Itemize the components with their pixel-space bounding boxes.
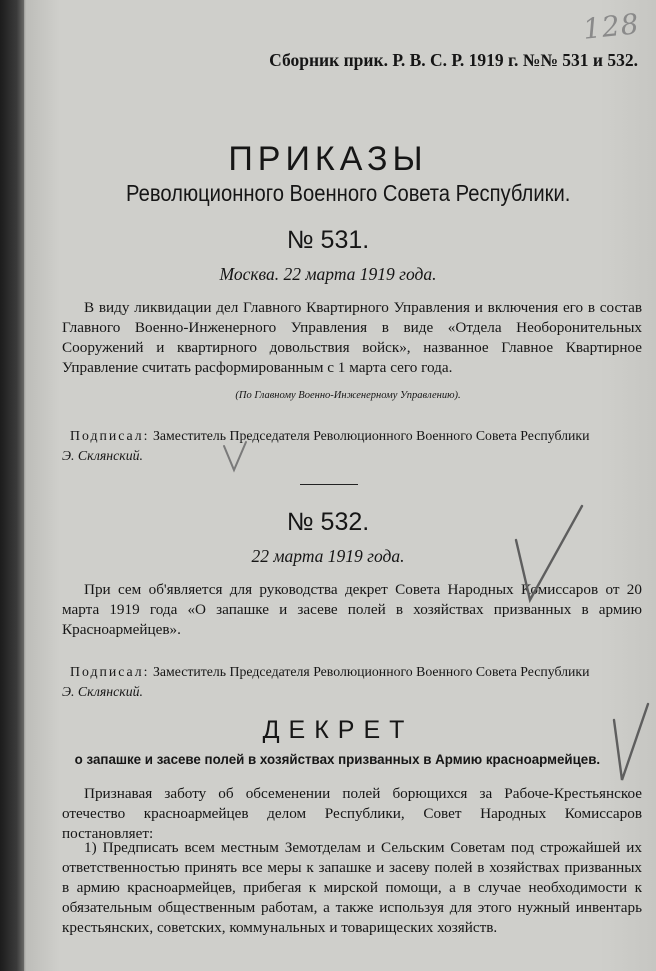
order-532-dateline: 22 марта 1919 года. (251, 546, 405, 566)
handwritten-page-number: 128 (581, 7, 642, 46)
signatory-name: Э. Склянский. (62, 684, 143, 699)
signed-label: Подписал: (70, 664, 150, 679)
signatory-name: Э. Склянский. (62, 448, 143, 463)
decree-point-1: 1) Предписать всем местным Земотделам и Сельским Советам под строжайшей их ответственностью принять все меры к запашке и засеву полей в хозяйствах призванных в армию красноармейцев, прибегая к мирской помощи, а в случае необходимости к обязательным общественным работам, а также используя для этого нужный инвентарь крестьянских, советских, коммунальных и товарищеских хозяйств. (62, 839, 642, 936)
order-532-signature-block (62, 662, 642, 702)
order-531-number: № 531. (286, 226, 370, 254)
order-531-source: (По Главному Военно-Инженерному Управлению). (235, 390, 461, 401)
signed-position: Заместитель Председателя Революционного Военного Совета Республики (152, 664, 590, 679)
order-532-number: № 532. (286, 508, 370, 536)
signed-label: Подписал: (70, 428, 150, 443)
decree-subheading: о запашке и засеве полей в хозяйствах призванных в Армию красноармейцев. (74, 752, 601, 768)
signed-position: Заместитель Председателя Революционного Военного Совета Республики (152, 428, 590, 443)
decree-preamble: Признавая заботу об обсеменении полей борющихся за Рабоче-Крестьянское отечество красноармейцев делом Республики, Совет Народных Комиссаров постановляет: (62, 785, 642, 842)
document-title: ПРИКАЗЫ (228, 140, 428, 178)
decree-heading: ДЕКРЕТ (262, 716, 414, 744)
collection-header: Сборник прик. Р. В. С. Р. 1919 г. №№ 531 и 532. (269, 50, 638, 70)
document-subtitle: Революционного Военного Совета Республики. (126, 180, 571, 206)
order-531-signature-block (62, 426, 642, 466)
section-divider (300, 484, 358, 485)
order-531-text: В виду ликвидации дел Главного Квартирного Управления и включения его в состав Главного Военно-Инженерного Управления в виде «Отдела Необоронительных Сооружений и квартирного довольствия войск», названное Главное Квартирное Управление считать расформированным с 1 марта сего года. (62, 299, 642, 376)
order-531-dateline: Москва. 22 марта 1919 года. (219, 264, 437, 284)
order-532-text: При сем об'является для руководства декрет Совета Народных Комиссаров от 20 марта 1919 года «О запашке и засеве полей в хозяйствах призванных в армию Красноармейцев». (62, 581, 642, 638)
